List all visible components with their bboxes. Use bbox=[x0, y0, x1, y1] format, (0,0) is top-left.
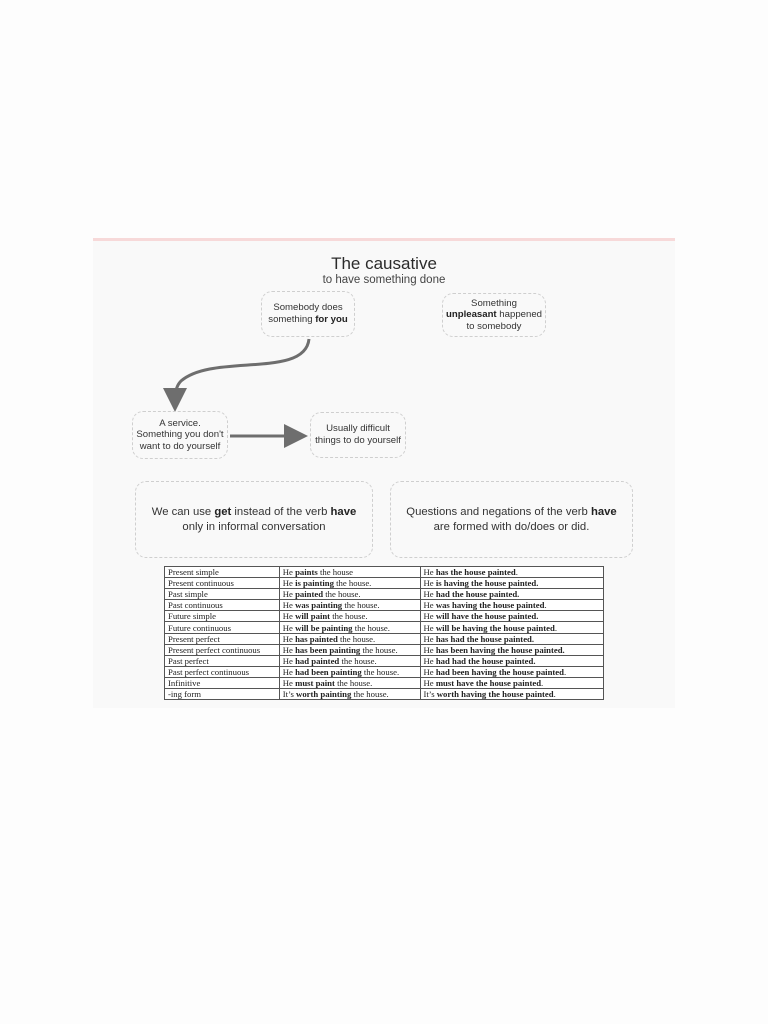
text-segment: the house. bbox=[330, 611, 368, 622]
active-example-cell bbox=[279, 677, 420, 688]
text-segment: He bbox=[423, 666, 436, 677]
bold-segment: must have the house painted bbox=[435, 677, 542, 688]
table-row bbox=[165, 567, 604, 578]
text-segment: He bbox=[282, 589, 296, 600]
bold-segment: will have the house painted. bbox=[435, 611, 539, 622]
text-segment: the house. bbox=[334, 677, 373, 688]
text-segment: the house. bbox=[352, 622, 390, 633]
note-bold-text: have bbox=[590, 505, 617, 518]
bold-segment: had the house painted. bbox=[435, 589, 520, 600]
text-segment: the house. bbox=[337, 633, 376, 644]
bubble-text: A service. bbox=[159, 417, 201, 429]
bold-segment: must paint bbox=[295, 677, 335, 688]
page-subtitle: to have something done bbox=[322, 274, 446, 286]
causative-example-cell bbox=[420, 655, 604, 666]
note-text: only in informal conversation bbox=[182, 520, 326, 533]
bold-segment: is painting bbox=[295, 578, 334, 589]
bubble-text: want to do yourself bbox=[139, 440, 221, 452]
curved-arrow bbox=[175, 339, 309, 403]
bold-segment: had painted bbox=[295, 655, 340, 666]
text-segment: He bbox=[423, 567, 436, 578]
text-segment: the house. bbox=[361, 666, 400, 677]
bubble-text: things to do yourself bbox=[315, 435, 401, 446]
active-example-cell bbox=[279, 655, 420, 666]
table-row bbox=[165, 578, 604, 589]
text-segment: . bbox=[515, 567, 518, 578]
note-bold-text: get bbox=[214, 505, 232, 518]
text-segment: the house. bbox=[351, 689, 389, 700]
tense-name-cell: Present continuous bbox=[165, 578, 280, 589]
text-segment: . bbox=[564, 666, 567, 677]
active-example-cell bbox=[279, 589, 420, 600]
tense-name-cell: Infinitive bbox=[165, 677, 280, 688]
text-segment: He bbox=[282, 644, 296, 655]
active-example-cell bbox=[279, 600, 420, 611]
text-segment: the house. bbox=[323, 589, 361, 600]
text-segment: He bbox=[282, 578, 296, 589]
causative-example-cell bbox=[420, 689, 604, 700]
causative-panel bbox=[93, 238, 675, 708]
bubble-text: Usually difficult bbox=[326, 423, 390, 435]
active-example-cell bbox=[279, 689, 420, 700]
bubble-unpleasant bbox=[442, 293, 546, 337]
bold-segment: will be painting bbox=[295, 622, 353, 633]
text-segment: He bbox=[282, 611, 296, 622]
bubble-difficult bbox=[310, 412, 406, 458]
causative-example-cell bbox=[420, 567, 604, 578]
text-segment: He bbox=[423, 677, 436, 688]
causative-example-cell bbox=[420, 600, 604, 611]
text-segment: the house. bbox=[360, 644, 398, 655]
tense-name-cell: Present simple bbox=[165, 567, 280, 578]
active-example-cell bbox=[279, 666, 420, 677]
active-example-cell bbox=[279, 578, 420, 589]
causative-example-cell bbox=[420, 644, 604, 655]
bold-segment: had been having the house painted bbox=[435, 666, 564, 677]
table-row bbox=[165, 622, 604, 633]
bold-segment: has been painting bbox=[295, 644, 361, 655]
text-segment: He bbox=[282, 600, 296, 611]
note-bold-text: have bbox=[330, 505, 357, 518]
bold-segment: had been painting bbox=[295, 666, 362, 677]
text-segment: He bbox=[423, 611, 436, 622]
text-segment: It’s bbox=[423, 689, 437, 700]
bubble-service bbox=[132, 411, 228, 459]
text-segment: He bbox=[423, 633, 436, 644]
bold-segment: worth painting bbox=[296, 689, 352, 700]
active-example-cell bbox=[279, 567, 420, 578]
causative-example-cell bbox=[420, 677, 604, 688]
causative-example-cell bbox=[420, 633, 604, 644]
bold-segment: has been having the house painted. bbox=[435, 644, 565, 655]
text-segment: . bbox=[554, 622, 557, 633]
bold-segment: has painted bbox=[295, 633, 338, 644]
tense-name-cell: Future continuous bbox=[165, 622, 280, 633]
causative-example-cell bbox=[420, 666, 604, 677]
active-example-cell bbox=[279, 644, 420, 655]
bubble-text: Something you don't bbox=[136, 429, 224, 441]
bubble-text: something bbox=[268, 314, 316, 325]
bold-segment: has the house painted bbox=[435, 567, 516, 578]
bubble-bold-text: unpleasant bbox=[445, 309, 497, 321]
bold-segment: was painting bbox=[295, 600, 343, 611]
bold-segment: paints bbox=[295, 567, 318, 578]
bubble-text: happened bbox=[496, 309, 542, 321]
causative-example-cell bbox=[420, 578, 604, 589]
text-segment: He bbox=[423, 600, 436, 611]
table-row bbox=[165, 600, 604, 611]
text-segment: He bbox=[423, 578, 436, 589]
bold-segment: will paint bbox=[295, 611, 331, 622]
active-example-cell bbox=[279, 611, 420, 622]
text-segment: He bbox=[423, 644, 436, 655]
bubble-text: Something bbox=[471, 297, 517, 309]
text-segment: He bbox=[423, 622, 436, 633]
bubble-text: Somebody does bbox=[273, 302, 343, 314]
text-segment: . bbox=[541, 677, 544, 688]
table-row bbox=[165, 611, 604, 622]
bold-segment: worth having the house painted bbox=[436, 689, 554, 700]
text-segment: the house. bbox=[339, 655, 377, 666]
note-questions-negations bbox=[390, 481, 633, 558]
bubble-bold-text: for you bbox=[315, 314, 348, 325]
text-segment: the house. bbox=[333, 578, 372, 589]
table-row bbox=[165, 666, 604, 677]
note-text: Questions and negations of the verb bbox=[406, 505, 591, 518]
text-segment: He bbox=[282, 622, 296, 633]
causative-example-cell bbox=[420, 611, 604, 622]
text-segment: He bbox=[423, 589, 436, 600]
text-segment: He bbox=[282, 655, 296, 666]
note-text: We can use bbox=[151, 505, 215, 518]
table-row bbox=[165, 655, 604, 666]
note-text: instead of the verb bbox=[231, 505, 331, 518]
bold-segment: will be having the house painted bbox=[435, 622, 555, 633]
text-segment: the house bbox=[317, 567, 354, 578]
tense-name-cell: Present perfect continuous bbox=[165, 644, 280, 655]
table-row bbox=[165, 644, 604, 655]
bold-segment: had had the house painted. bbox=[435, 655, 536, 666]
bold-segment: was having the house painted bbox=[435, 600, 545, 611]
bubble-text: to somebody bbox=[466, 320, 522, 332]
active-example-cell bbox=[279, 622, 420, 633]
table-row bbox=[165, 689, 604, 700]
causative-example-cell bbox=[420, 622, 604, 633]
text-segment: He bbox=[282, 567, 296, 578]
table-row bbox=[165, 589, 604, 600]
page-title: The causative bbox=[331, 254, 437, 273]
text-segment: He bbox=[423, 655, 436, 666]
bold-segment: painted bbox=[295, 589, 324, 600]
bold-segment: has had the house painted. bbox=[435, 633, 535, 644]
tense-name-cell: Past perfect bbox=[165, 655, 280, 666]
bubble-for-you bbox=[261, 291, 355, 337]
bold-segment: is having the house painted. bbox=[435, 578, 539, 589]
table-row bbox=[165, 633, 604, 644]
tense-name-cell: Past perfect continuous bbox=[165, 666, 280, 677]
text-segment: He bbox=[282, 633, 296, 644]
text-segment: It’s bbox=[282, 689, 297, 700]
table-row bbox=[165, 677, 604, 688]
text-segment: He bbox=[282, 666, 296, 677]
note-text: are formed with do/does or did. bbox=[433, 520, 590, 533]
text-segment: . bbox=[544, 600, 547, 611]
tense-name-cell: Future simple bbox=[165, 611, 280, 622]
text-segment: the house. bbox=[342, 600, 380, 611]
causative-example-cell bbox=[420, 589, 604, 600]
tense-name-cell: Present perfect bbox=[165, 633, 280, 644]
text-segment: He bbox=[282, 677, 296, 688]
tense-name-cell: -ing form bbox=[165, 689, 280, 700]
text-segment: . bbox=[553, 689, 556, 700]
tense-name-cell: Past continuous bbox=[165, 600, 280, 611]
causative-tense-table bbox=[164, 566, 604, 700]
active-example-cell bbox=[279, 633, 420, 644]
tense-name-cell: Past simple bbox=[165, 589, 280, 600]
note-get-instead-of-have bbox=[135, 481, 373, 558]
